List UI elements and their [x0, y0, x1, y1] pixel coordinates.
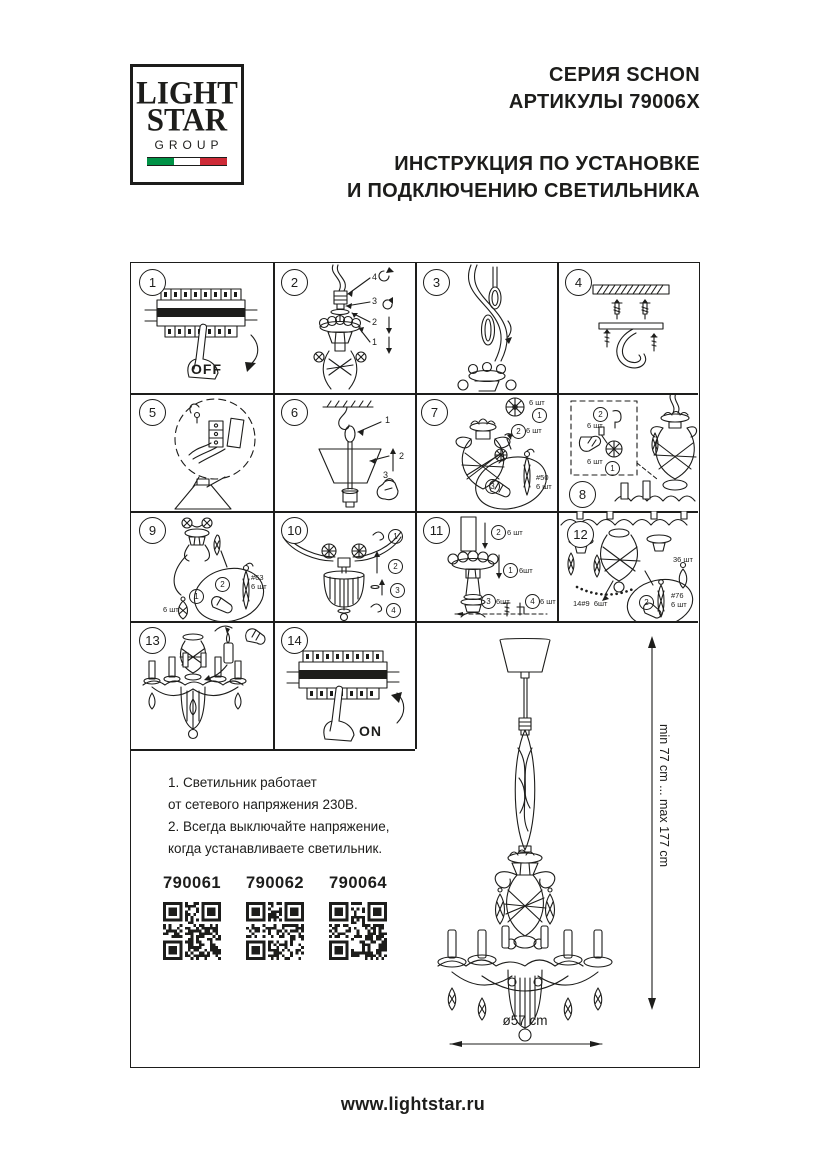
- qty-label: 6 шт: [587, 457, 603, 466]
- pointing-hand-icon: [324, 686, 354, 741]
- step-number: 14: [281, 627, 308, 654]
- step-8-panel: [557, 393, 701, 511]
- flag-green: [147, 158, 174, 165]
- step-14-panel: [273, 621, 415, 749]
- article-item: [163, 874, 221, 960]
- instruction-title-line1: ИНСТРУКЦИЯ ПО УСТАНОВКЕ: [394, 153, 700, 175]
- website-url: www.lightstar.ru: [340, 1094, 486, 1114]
- logo-star: STAR: [146, 101, 228, 139]
- on-label: ON: [359, 723, 382, 739]
- callout-1: 1: [388, 529, 403, 544]
- step-number: 12: [567, 521, 594, 548]
- qr-code-790061: [163, 902, 221, 960]
- part-label: #76: [671, 591, 684, 600]
- safety-notes: [168, 772, 389, 859]
- qr-code-790064: [329, 902, 387, 960]
- callout-3: 3: [485, 479, 500, 494]
- qty-label: 6шт: [519, 566, 533, 575]
- step-9-panel: [131, 511, 273, 621]
- step-number: 7: [421, 399, 448, 426]
- note-line: 1. Светильник работает: [168, 775, 317, 790]
- callout-3: 3: [372, 296, 378, 306]
- step-1-panel: [131, 263, 273, 393]
- callout-2: 2: [491, 525, 506, 540]
- instruction-title-line2: И ПОДКЛЮЧЕНИЮ СВЕТИЛЬНИКА: [346, 180, 700, 202]
- chandelier-dimension-diagram: [420, 626, 710, 1068]
- step-number: 8: [569, 481, 596, 508]
- note-line: когда устанавливаете светильник.: [168, 840, 383, 856]
- step-7-panel: [415, 393, 557, 511]
- qty-label: 6 шт: [163, 605, 179, 614]
- grid-line: [131, 749, 415, 751]
- callout-3: 3: [390, 583, 405, 598]
- callout-1: 1: [605, 461, 620, 476]
- article-number: 790061: [163, 874, 222, 892]
- article-item: [329, 874, 387, 960]
- off-label: OFF: [191, 361, 222, 377]
- callout-3: 3: [383, 470, 389, 480]
- flag-white: [174, 158, 201, 165]
- step-number: 3: [423, 269, 450, 296]
- qty-label: 6 шт: [529, 398, 545, 407]
- callout-1: 1: [372, 337, 378, 347]
- callout-2: 2: [593, 407, 608, 422]
- italian-flag-stripe: [147, 157, 227, 166]
- step-13-panel: [131, 621, 273, 749]
- callout-1: 1: [385, 415, 391, 425]
- lightstar-logo: [130, 64, 244, 185]
- step-12-panel: [557, 511, 701, 621]
- step-2-panel: [273, 263, 415, 393]
- step-6-panel: [273, 393, 415, 511]
- callout-2: 2: [388, 559, 403, 574]
- article-number: 790062: [246, 874, 305, 892]
- callout-2: 2: [511, 424, 526, 439]
- step-11-panel: [415, 511, 557, 621]
- qty-label: 6 шт: [526, 426, 542, 435]
- step-number: 9: [139, 517, 166, 544]
- step-number: 1: [139, 269, 166, 296]
- logo-light: LIGHT: [136, 73, 238, 112]
- callout-2: 2: [372, 317, 378, 327]
- diameter-dimension-label: ø57 cm: [502, 1013, 548, 1028]
- part-label: #63: [251, 573, 264, 582]
- logo-group: GROUP: [154, 137, 224, 152]
- callout-4: 4: [386, 603, 401, 618]
- callout-2: 2: [215, 577, 230, 592]
- step-number: 6: [281, 399, 308, 426]
- step-number: 4: [565, 269, 592, 296]
- article-number: 790064: [329, 874, 388, 892]
- callout-1: 1: [503, 563, 518, 578]
- flag-red: [200, 158, 227, 165]
- article-list: [163, 874, 387, 960]
- header-text: [347, 62, 700, 205]
- note-line: 2. Всегда выключайте напряжение,: [168, 818, 390, 834]
- callout-4: 4: [525, 594, 540, 609]
- qty-label: 6 шт: [536, 482, 552, 491]
- step-3-panel: [415, 263, 557, 393]
- beads-qty-label: 14#9 6шт: [573, 599, 608, 608]
- callout-3: 3: [481, 594, 496, 609]
- part-label: #50: [536, 473, 549, 482]
- callout-4: 4: [372, 272, 378, 282]
- callout-2: 2: [639, 595, 654, 610]
- height-dimension-label: min 77 cm ... max 177 cm: [657, 724, 671, 868]
- qty-label: 6 шт: [587, 421, 603, 430]
- qty-label: 6 шт: [540, 597, 556, 606]
- callout-1: 1: [189, 589, 204, 604]
- step-number: 11: [423, 517, 450, 544]
- callout-1: 1: [532, 408, 547, 423]
- qty-label: 6 шт: [507, 528, 523, 537]
- drops-qty-label: 36 шт: [673, 555, 693, 564]
- articles-title: АРТИКУЛЫ 79006X: [508, 91, 700, 113]
- step-4-panel: [557, 263, 701, 393]
- step-number: 13: [139, 627, 166, 654]
- note-line: от сетевого напряжения 230В.: [168, 796, 358, 812]
- qty-label: 6 шт: [251, 582, 267, 591]
- qr-code-790062: [246, 902, 304, 960]
- qty-label: 6 шт: [671, 600, 687, 609]
- callout-2: 2: [399, 451, 405, 461]
- step-number: 5: [139, 399, 166, 426]
- step-5-panel: [131, 393, 273, 511]
- step-number: 10: [281, 517, 308, 544]
- qty-label: 6шт: [496, 597, 510, 606]
- step-number: 2: [281, 269, 308, 296]
- step-10-panel: [273, 511, 415, 621]
- series-title: СЕРИЯ SCHON: [549, 64, 700, 86]
- article-item: [246, 874, 304, 960]
